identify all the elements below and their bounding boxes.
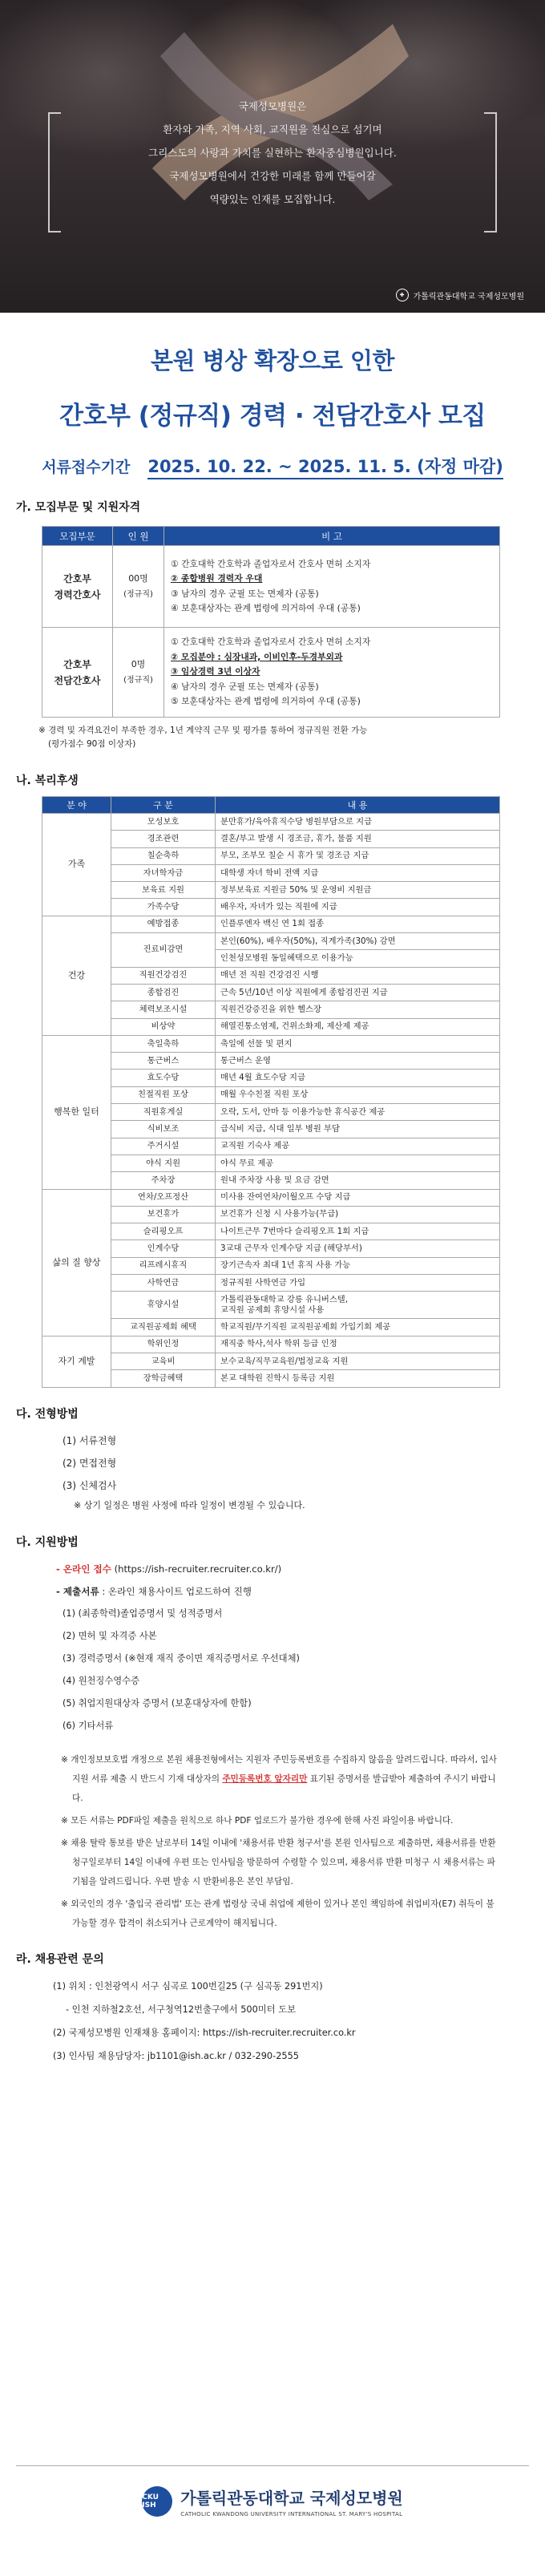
table-header: 구 분 (111, 797, 216, 814)
table-row (42, 628, 500, 718)
benefit-item: 효도수당 (111, 1070, 216, 1086)
process-item: (1) 서류전형 (63, 1434, 117, 1446)
benefit-desc: 3교대 근무자 인계수당 지급 (해당부서) (216, 1240, 500, 1257)
benefit-desc: 정규직원 사학연금 가입 (216, 1275, 500, 1292)
benefit-item: 칠순축하 (111, 847, 216, 864)
benefit-desc: 급식비 지급, 식대 일부 병원 부담 (216, 1121, 500, 1138)
note-text: 표기된 증명서를 발급받아 제출하여 주시기 바랍니다. (72, 1773, 496, 1803)
hero-line: 그리스도의 사랑과 가치를 실현하는 환자중심병원입니다. (148, 147, 397, 159)
table-row (42, 916, 500, 932)
dept-name: 간호부 (63, 658, 91, 670)
doc-item: (6) 기타서류 (63, 1720, 114, 1731)
doc-item: (5) 취업지원대상자 증명서 (보훈대상자에 한함) (63, 1697, 252, 1709)
benefit-desc: 매년 전 직원 건강검진 시행 (216, 967, 500, 984)
hero-line: 환자와 가족, 지역 사회, 교직원을 진심으로 섬기며 (163, 123, 382, 135)
table-row (42, 1121, 500, 1138)
benefit-item: 주차장 (111, 1172, 216, 1189)
contact-item: (2) 국제성모병원 인재채용 홈페이지: https://ish-recruiter.recruiter.co.kr (53, 2027, 356, 2038)
table-row (42, 1018, 500, 1035)
benefit-desc: 원내 주차장 사용 및 요금 감면 (216, 1172, 500, 1189)
apply-notes (61, 1750, 497, 1933)
table-row (42, 933, 500, 950)
title-line-2: 간호부 (정규직) 경력 · 전담간호사 모집 (59, 402, 486, 431)
table-row (42, 1206, 500, 1223)
note-highlight: 주민등록번호 앞자리만 (222, 1773, 308, 1784)
requirements-cell (164, 628, 500, 718)
benefit-desc: 매년 4월 효도수당 지급 (216, 1070, 500, 1086)
benefit-item: 보건휴가 (111, 1206, 216, 1223)
table-row (42, 967, 500, 984)
contact-list (53, 1975, 545, 2068)
dept-name: 간호부 (63, 572, 91, 584)
apply-note: ※ 외국인의 경우 '출입국 관리법' 또는 관계 법령상 국내 취업에 제한이 있거나 본인 책임하에 취업비자(E7) 취득이 불가능할 경우 합격이 취소되거나 근로계약이 해지됩니다. (61, 1899, 495, 1928)
benefit-item: 종합검진 (111, 984, 216, 1001)
benefit-desc: 축일에 선물 및 편지 (216, 1035, 500, 1052)
table-row (42, 1053, 500, 1070)
table-row (42, 899, 500, 916)
benefit-item: 직원건강검진 (111, 967, 216, 984)
online-apply (56, 1558, 545, 1580)
benefit-item: 휴양시설 (111, 1292, 216, 1319)
table-row (42, 1319, 500, 1336)
table-row (42, 1001, 500, 1018)
table-row (42, 1104, 500, 1121)
benefit-item: 모성보호 (111, 814, 216, 831)
benefit-item: 슬리핑오프 (111, 1223, 216, 1240)
benefit-category: 행복한 일터 (42, 1035, 111, 1189)
table-row (42, 1070, 500, 1086)
table-row (42, 1240, 500, 1257)
docs-row (56, 1580, 545, 1603)
benefit-desc: 장기근속자 최대 1년 휴직 사용 가능 (216, 1257, 500, 1274)
requirement: ④ 남자의 경우 군필 또는 면제자 (공통) (171, 681, 319, 692)
period-label: 서류접수기간 (42, 459, 131, 476)
note-line: (평가점수 90점 이상자) (48, 739, 136, 749)
benefit-item: 예방접종 (111, 916, 216, 932)
requirement: ② 모집분야 : 심장내과, 이비인후-두경부외과 (171, 651, 343, 662)
title-line-1: 본원 병상 확장으로 인한 (151, 347, 394, 374)
table-header: 모집부문 (42, 527, 113, 546)
dept-cell (42, 628, 113, 718)
online-url-link[interactable]: (https://ish-recruiter.recruiter.co.kr/) (114, 1563, 282, 1575)
section-title: 다. 전형방법 (16, 1407, 79, 1421)
benefit-item: 교육비 (111, 1353, 216, 1369)
hero-line: 국제성모병원에서 건강한 미래를 함께 만들어갈 (169, 170, 376, 182)
docs-label: - 제출서류 (56, 1585, 99, 1597)
doc-item: (4) 원천징수영수증 (63, 1675, 139, 1686)
benefit-item: 축일축하 (111, 1035, 216, 1052)
count-type: (정규직) (123, 675, 153, 685)
benefit-desc: 정부보육료 지원금 50% 및 운영비 지원금 (216, 882, 500, 899)
table-row (42, 1370, 500, 1387)
benefit-item: 주거시설 (111, 1138, 216, 1155)
section-title: 나. 복리후생 (16, 774, 79, 787)
hospital-logo-icon: ✚ (396, 289, 409, 301)
benefit-desc: 미사용 잔여연차/이월오프 수당 지급 (216, 1189, 500, 1206)
note-text: ※ 개인정보보호법 개정으로 본원 채용전형에서는 지원자 주민등록번호를 수집하지 않음을 알려드립니다. 따라서, 입사지원 서류 제출 시 반드시 기재 대상자의 (61, 1754, 497, 1784)
benefit-item: 식비보조 (111, 1121, 216, 1138)
footer-name: 가톨릭관동대학교 국제성모병원 (180, 2489, 403, 2508)
benefit-item: 사학연금 (111, 1275, 216, 1292)
benefit-desc: 분만휴가/육아휴직수당 병원부담으로 지급 (216, 814, 500, 831)
benefit-desc: 본인(60%), 배우자(50%), 직계가족(30%) 감면 (216, 933, 500, 950)
benefits-table (42, 796, 500, 1388)
table-row (42, 1086, 500, 1103)
benefit-desc: 부모, 조부모 칠순 시 휴가 및 경조금 지급 (216, 847, 500, 864)
benefit-item: 친절직원 포상 (111, 1086, 216, 1103)
benefit-desc: 학교직원/무기직원 교직원공제회 가입기회 제공 (216, 1319, 500, 1336)
divider (16, 2465, 529, 2466)
contact-item: - 인천 지하철2호선, 서구청역12번출구에서 500미터 도보 (66, 2004, 297, 2015)
table-row (42, 1336, 500, 1353)
dept-cell (42, 546, 113, 628)
benefit-desc: 나이트근무 7번마다 슬리핑오프 1회 지급 (216, 1223, 500, 1240)
requirement: ④ 보훈대상자는 관계 법령에 의거하여 우대 (공통) (171, 603, 361, 613)
contact-item: (1) 위치 : 인천광역시 서구 심곡로 100번길25 (구 심곡동 291번지) (53, 1980, 323, 1992)
benefit-desc: 본교 대학원 진학시 등록금 지원 (216, 1370, 500, 1387)
hospital-emblem-icon: CKU ISH (142, 2486, 172, 2517)
benefit-desc: 통근버스 운영 (216, 1053, 500, 1070)
table-header: 비 고 (164, 527, 500, 546)
recruit-note (38, 724, 545, 751)
benefit-desc: 해열진통소염제, 건위소화제, 제산제 제공 (216, 1018, 500, 1035)
table-row (42, 1275, 500, 1292)
benefit-desc: 결혼/부고 발생 시 경조금, 휴가, 물품 지원 (216, 831, 500, 847)
table-row (42, 1353, 500, 1369)
footer-logo (0, 2485, 545, 2517)
benefit-item: 가족수당 (111, 899, 216, 916)
benefit-item: 연차/오프정산 (111, 1189, 216, 1206)
requirement: ③ 임상경력 3년 이상자 (171, 666, 260, 677)
count-type: (정규직) (123, 589, 153, 599)
hero-line: 역량있는 인재를 모집합니다. (209, 193, 336, 205)
online-label: - 온라인 접수 (56, 1563, 111, 1575)
apply-section (56, 1558, 545, 1737)
requirement: ① 간호대학 간호학과 졸업자로서 간호사 면허 소지자 (171, 558, 371, 569)
benefit-desc: 가톨릭관동대학교 강릉 유니버스텔, 교직원 공제회 휴양시설 사용 (216, 1292, 500, 1319)
application-period (0, 454, 545, 479)
requirement: ① 간호대학 간호학과 졸업자로서 간호사 면허 소지자 (171, 637, 371, 648)
benefit-item: 비상약 (111, 1018, 216, 1035)
table-row (42, 1223, 500, 1240)
docs-list (63, 1603, 545, 1737)
benefit-desc: 보건휴가 신청 시 사용가능(무급) (216, 1206, 500, 1223)
table-row (42, 1155, 500, 1171)
table-row (42, 1035, 500, 1052)
contact-item: (3) 인사팀 채용담당자: jb1101@ish.ac.kr / 032-290-2555 (53, 2050, 299, 2061)
process-item: (2) 면접전형 (63, 1457, 117, 1469)
table-row (42, 831, 500, 847)
section-title: 다. 지원방법 (16, 1535, 79, 1549)
benefit-item: 체력보조시설 (111, 1001, 216, 1018)
count: 0명 (131, 658, 146, 669)
benefit-item: 경조관련 (111, 831, 216, 847)
doc-item: (2) 면허 및 자격증 사본 (63, 1630, 157, 1641)
table-row (42, 1189, 500, 1206)
benefit-item: 장학금혜택 (111, 1370, 216, 1387)
benefit-desc: 매월 우수친절 직원 포상 (216, 1086, 500, 1103)
table-header: 분 야 (42, 797, 111, 814)
doc-item: (1) (최종학력)졸업증명서 및 성적증명서 (63, 1607, 223, 1619)
process-list (63, 1430, 545, 1497)
table-row (42, 882, 500, 899)
dept-sub: 경력간호사 (54, 588, 101, 601)
section-title: 라. 채용관련 문의 (16, 1952, 104, 1966)
apply-note (61, 1750, 497, 1808)
requirements-cell (164, 546, 500, 628)
benefit-category: 가족 (42, 814, 111, 916)
table-row (42, 1172, 500, 1189)
requirement: ② 종합병원 경력자 우대 (171, 573, 263, 584)
requirement: ③ 남자의 경우 군필 또는 면제자 (공통) (171, 588, 319, 599)
benefit-desc: 배우자, 자녀가 있는 직원에 지급 (216, 899, 500, 916)
benefit-desc: 직원건강증진을 위한 헬스장 (216, 1001, 500, 1018)
apply-note: ※ 모든 서류는 PDF파일 제출을 원칙으로 하나 PDF 업로드가 불가한 경우에 한해 사진 파일이용 바랍니다. (61, 1815, 454, 1826)
docs-desc: : 온라인 채용사이트 업로드하여 진행 (102, 1585, 252, 1597)
dept-sub: 전담간호사 (54, 674, 101, 686)
benefit-desc: 재직중 학사,석사 학위 등급 인정 (216, 1336, 500, 1353)
table-header: 내 용 (216, 797, 500, 814)
recruit-table (42, 526, 500, 718)
hero-logo-text: 가톨릭관동대학교 국제성모병원 (413, 292, 524, 301)
benefit-desc: 오락, 도서, 안마 등 이용가능한 휴식공간 제공 (216, 1104, 500, 1121)
benefit-item: 교직원공제회 혜택 (111, 1319, 216, 1336)
footer-sub: CATHOLIC KWANDONG UNIVERSITY INTERNATIONAL ST. MARY'S HOSPITAL (180, 2511, 403, 2517)
benefit-item: 직원휴게실 (111, 1104, 216, 1121)
hero-logo (396, 289, 524, 301)
requirement: ⑤ 보훈대상자는 관계 법령에 의거하여 우대 (공통) (171, 696, 361, 707)
hero-text (0, 95, 545, 211)
table-row (42, 546, 500, 628)
note-line: ※ 경력 및 자격요건이 부족한 경우, 1년 계약직 근무 및 평가를 통하여 정규직원 전환 가능 (38, 726, 368, 735)
benefit-item: 학위인정 (111, 1336, 216, 1353)
doc-item: (3) 경력증명서 (※현재 재직 중이면 재직증명서로 우선대체) (63, 1652, 300, 1664)
table-row (42, 1292, 500, 1319)
benefit-desc: 보수교육/직무교육원/법정교육 지원 (216, 1353, 500, 1369)
apply-note: ※ 채용 탈락 통보를 받은 날로부터 14일 이내에 '채용서류 반환 청구서'를 본원 인사팀으로 제출하면, 채용서류를 반환청구일로부터 14일 이내에 우편 또는 인사팀을 방문하여 수령할 수 있으며, 채용서류 반환 미청구 시 채용서류는 파기됨을 알려드립니다. 우편 발송 시 반환비용은 본인 부담임. (61, 1838, 496, 1887)
benefit-item: 진료비감면 (111, 933, 216, 968)
period-value: 2025. 10. 22. ~ 2025. 11. 5. (자정 마감) (147, 454, 503, 479)
process-item: (3) 신체검사 (63, 1479, 117, 1491)
benefit-desc: 교직원 기숙사 제공 (216, 1138, 500, 1155)
process-note: ※ 상기 일정은 병원 사정에 따라 일정이 변경될 수 있습니다. (74, 1499, 305, 1510)
table-row (42, 814, 500, 831)
benefit-desc: 대학생 자녀 학비 전액 지급 (216, 864, 500, 881)
benefit-item: 인계수당 (111, 1240, 216, 1257)
hero-banner (0, 0, 545, 313)
benefit-desc: 인플루엔자 백신 연 1회 접종 (216, 916, 500, 932)
benefit-desc: 근속 5년/10년 이상 직원에게 종합검진권 지급 (216, 984, 500, 1001)
table-row (42, 1138, 500, 1155)
table-header: 인 원 (113, 527, 164, 546)
table-row (42, 984, 500, 1001)
benefit-item: 야식 지원 (111, 1155, 216, 1171)
count-cell (113, 546, 164, 628)
benefit-item: 통근버스 (111, 1053, 216, 1070)
count: 00명 (128, 572, 148, 584)
table-row (42, 847, 500, 864)
hero-line: 국제성모병원은 (238, 100, 307, 112)
count-cell (113, 628, 164, 718)
benefit-item: 자녀학자금 (111, 864, 216, 881)
benefit-category: 자기 계발 (42, 1336, 111, 1387)
benefit-item: 리프레시휴직 (111, 1257, 216, 1274)
benefit-desc: 야식 무료 제공 (216, 1155, 500, 1171)
section-title: 가. 모집부문 및 지원자격 (16, 501, 141, 514)
table-row (42, 864, 500, 881)
benefit-item: 보육료 지원 (111, 882, 216, 899)
benefit-category: 건강 (42, 916, 111, 1035)
table-row (42, 1257, 500, 1274)
benefit-category: 삶의 질 향상 (42, 1189, 111, 1336)
benefit-desc: 인천성모병원 동일혜택으로 이용가능 (216, 950, 500, 967)
